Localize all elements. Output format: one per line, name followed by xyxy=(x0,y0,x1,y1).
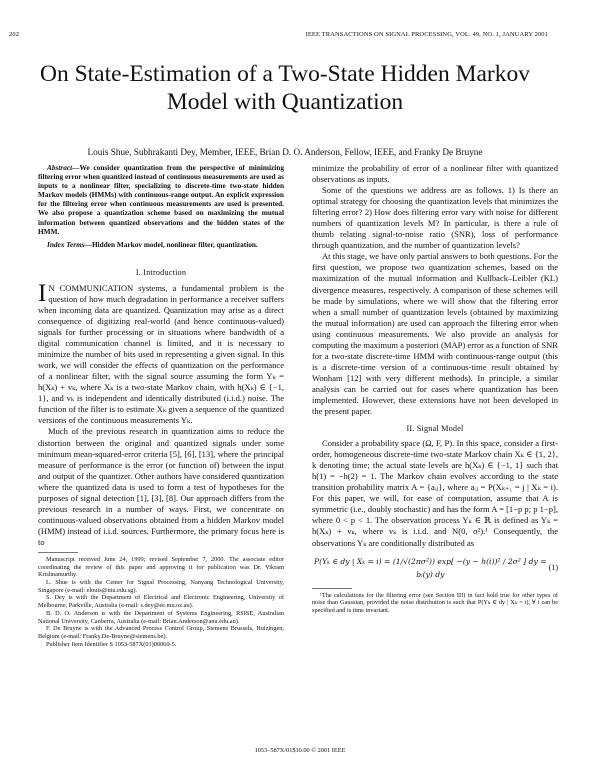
equation-number: (1) xyxy=(548,563,558,573)
intro-paragraph-1-text: N COMMUNICATION systems, a fundamental problem is the question of how much degradation in performance a receiver suffers when incoming data are quantized. Quantization may arise as a direct consequence of digitizing real-world (and hence continuous-valued) signals for further processing or in situations where bandwidth of a digital communication channel is limited, and it is necessary to minimize the number of bits used in representing a given signal. In this work, we will consider the effects of quantization on the performance of a nonlinear filter, with the signal source assuming the form Yₖ = h(Xₖ) + vₖ, where Xₖ is a two-state Markov chain, with h(Xₖ) ∈ {−1, 1}, and vₖ is independent and identically distributed (i.i.d.) noise. The function of the filter is to estimate Xₖ given a sequence of the quantized versions of the continuous measurements Yₖ. xyxy=(38,282,284,426)
index-terms-lead: Index Terms— xyxy=(47,239,92,249)
abstract-text: We consider quantization from the perspective of minimizing filtering error when quantized instead of continuous measurements are used as inputs to a nonlinear filter, specializing to discrete-time two-state hidden Markov models (HMMs) with continuous-range output. An explicit expression for the filtering error when continuous measurements are used is presented. We also propose a quantization scheme based on maximizing the mutual information between quantized observations and the hidden states of the HMM. xyxy=(38,163,284,236)
footnote-rule xyxy=(312,588,352,589)
equation-1 xyxy=(312,555,558,581)
intro-paragraph-2: Much of the previous research in quantization aims to reduce the distortion between the original and quantized signals under some minimum mean-squared-error criteria [5], [6], [13], where the principal measure of performance is the error (or function of) between the input and output of the quantizer. Other authors have considered quantization where the quantized data is used to form a test of hypotheses for the purposes of signal detection [1], [3], [8]. Our approach differs from the previous research in a number of ways. First, we concentrate on continuous-valued observations obtained from a hidden Markov model (HMM) instead of i.i.d. sources. Furthermore, the primary focus here is to xyxy=(38,426,284,547)
affiliation-notes xyxy=(38,556,284,648)
affiliation-note: Publisher Item Identifier S 1053-587X(01)00060-5. xyxy=(46,640,177,648)
drop-cap: I xyxy=(38,279,47,307)
page-number: 202 xyxy=(9,31,20,38)
left-column xyxy=(38,163,284,648)
footnote-rule xyxy=(38,552,78,553)
right-paragraph-3: At this stage, we have only partial answers to both questions. For the first question, we propose two quantization schemes, based on the maximization of the mutual information and Kullback–Leibler (KL) divergence measures, respectively. A comparison of these schemes will be made by simulations, where we will show that the filtering error when a small number of quantization levels (obtained by maximizing the mutual information) are used can approach the filtering error when using continuous measurements. We also provide an analysis for computing the maximum a posteriori (MAP) error as a function of SNR for a two-state discrete-time HMM with continuous-range output (this is a discrete-time version of a continuous-time result obtained by Wonham [12] with very different methods). In principle, a similar analysis can be carried out for cases where quantization has been implemented. However, these extensions have not been developed in the present paper. xyxy=(312,251,558,417)
intro-heading: I. Introduction xyxy=(135,267,187,277)
right-paragraph-2: Some of the questions we address are as follows. 1) Is there an optimal strategy for choosing the quantization levels that minimizes the filtering error? 2) How does filtering error vary with noise for different numbers of quantization levels M? In particular, is there a rule of thumb relating signal-to-noise ratio (SNR), loss of performance through quantization, and the number of quantization levels? xyxy=(312,185,558,251)
affiliation-note: Manuscript received June 24, 1999; revised September 7, 2000. The associate editor coordinating the review of this paper and approving it for publication was Dr. Vikram Krishnamurthy. xyxy=(38,555,284,579)
abstract xyxy=(38,163,284,236)
index-terms-text: Hidden Markov model, nonlinear filter, quantization. xyxy=(91,239,258,249)
signal-model-paragraph: Consider a probability space (Ω, F, P). In this space, consider a first-order, homogeneous discrete-time two-state Markov chain Xₖ ∈ {1, 2}, k denoting time; the actual state levels are h(Xₖ) ∈ {−1, 1} such that h(1) = −h(2) = 1. The Markov chain evolves according to the state transition probability matrix A = {aᵢⱼ}, where aᵢⱼ = P(Xₖ₊₁ = j | Xₖ = i). For this paper, we will, for ease of computation, assume that A is symmetric (i.e., doubly stochastic) and has the form A = [1−p p; p 1−p], where 0 < p < 1. The observation process Yₖ ∈ ℝ is defined as Yₖ = h(Xₖ) + vₖ, where vₖ is i.i.d. and N(0, σ²).¹ Consequently, the observations Yₖ are conditionally distributed as xyxy=(312,438,558,548)
affiliation-note: B. D. O. Anderson is with the Department of Systems Engineering, RSISE, Australian National University, Canberra, Australia (e-mail: Brian.Anderson@anu.edu.au). xyxy=(38,609,284,625)
author-list: Louis Shue, Subhrakanti Dey, Member, IEEE, Brian D. O. Anderson, Fellow, IEEE, and Franky De Bruyne xyxy=(87,147,483,157)
affiliation-note: S. Dey is with the Department of Electrical and Electronic Engineering, University of Melbourne, Parkville, Australia (e-mail: s.dey@ee.mu.oz.au). xyxy=(38,594,284,610)
index-terms xyxy=(38,240,284,249)
affiliation-note: F. De Bruyne is with the Advanced Process Control Group, Siemens Brussels, Huizingen, Belgium (e-mail: Franky.De-Bruyne@siemens.be). xyxy=(38,625,284,640)
journal-header: IEEE TRANSACTIONS ON SIGNAL PROCESSING, VOL. 49, NO. 1, JANUARY 2001 xyxy=(305,31,548,38)
paper-title: On State-Estimation of a Two-State Hidden Markov Model with Quantization xyxy=(39,61,531,115)
copyright-footer: 1053–587X/01$10.00 © 2001 IEEE xyxy=(254,747,346,754)
signal-model-heading: II. Signal Model xyxy=(406,424,464,434)
right-column xyxy=(312,163,558,615)
footnote-1: ¹The calculations for the filtering error (see Section III) in fact hold true for other types of noise than Gaussian, provided the noise distribution is such that P(Yₖ ∈ dy | Xₖ = i), ∀ i can be specified and is time invariant. xyxy=(312,591,558,614)
equation-body: P(Yₖ ∈ dy | Xₖ = i) = (1/√(2πσ²)) exp[ −(y − h(i))² / 2σ² ] dy = bᵢ(y) dy xyxy=(314,556,547,579)
abstract-lead: Abstract— xyxy=(47,163,80,172)
affiliation-note: L. Shue is with the Center for Signal Processing, Nanyang Technological University, Singapore (e-mail: elouis@ntu.edu.sg). xyxy=(38,579,284,594)
right-paragraph-1: minimize the probability of error of a nonlinear filter with quantized observations as inputs. xyxy=(312,163,558,185)
intro-paragraph-1 xyxy=(38,279,284,427)
